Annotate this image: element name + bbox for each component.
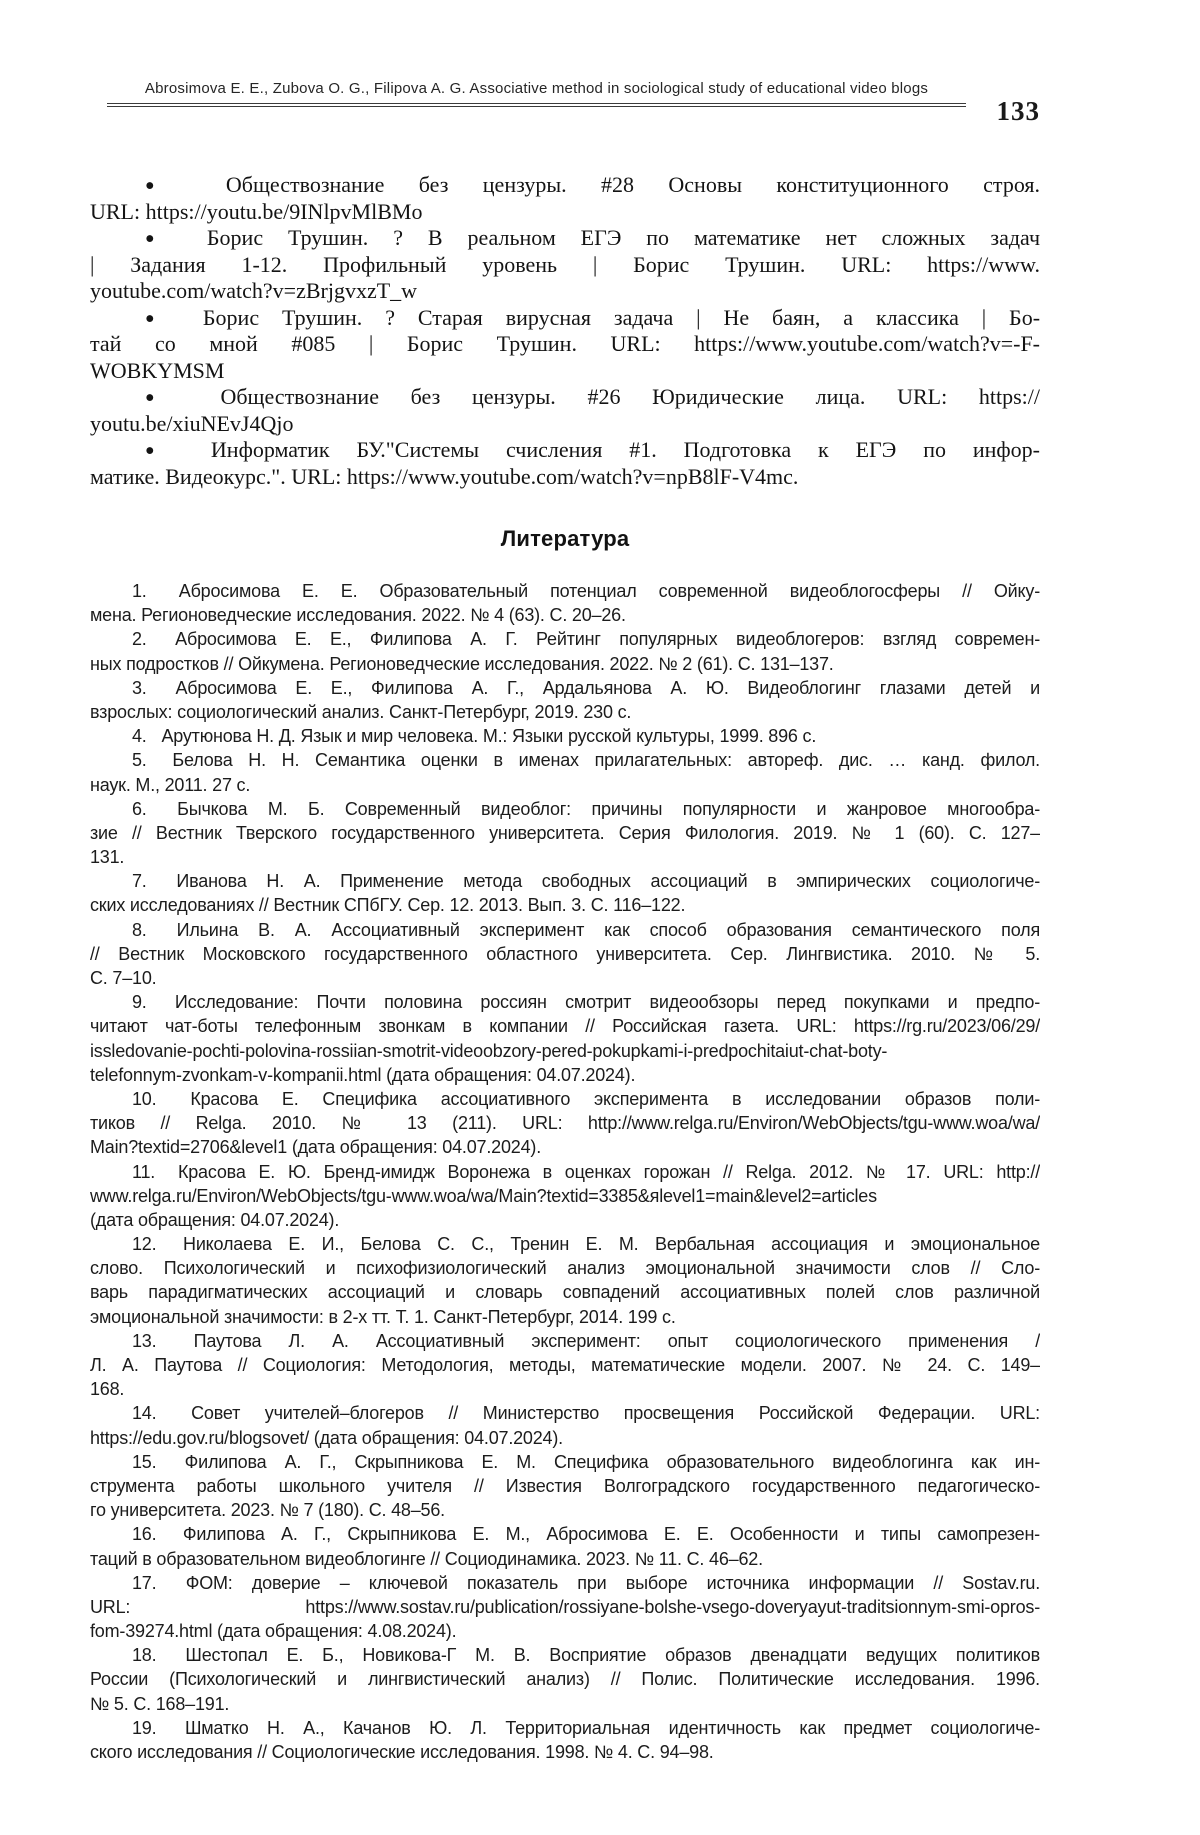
text-line: ных подростков // Ойкумена. Регионоведческие исследования. 2022. № 2 (61). С. 131–137. xyxy=(90,653,834,674)
video-item-text: Обществознание без цензуры. #28 Основы конституционного строя. xyxy=(225,172,1040,197)
text-line xyxy=(90,990,1040,1014)
reference-item xyxy=(90,869,1040,917)
text-line: мена. Регионоведческие исследования. 2022. № 4 (63). С. 20–26. xyxy=(90,605,626,626)
text-line: эмоциональной значимости: в 2-х тт. Т. 1. Санкт-Петербург, 2014. 199 с. xyxy=(90,1306,676,1327)
reference-item xyxy=(90,797,1040,870)
text-line xyxy=(90,1160,1040,1184)
reference-number: 9. xyxy=(132,992,147,1013)
text-line: telefonnym-zvonkam-v-kompanii.html (дата обращения: 04.07.2024). xyxy=(90,1064,636,1085)
reference-text: Красова Е. Специфика ассоциативного эксперимента в исследовании образов поли- xyxy=(190,1088,1040,1109)
text-line: струмента работы школьного учителя // Известия Волгоградского государственного педагогическо- xyxy=(90,1475,1040,1496)
text-line xyxy=(90,305,1040,332)
reference-number: 16. xyxy=(132,1524,157,1545)
reference-number: 19. xyxy=(132,1717,157,1738)
reference-list xyxy=(90,579,1040,1764)
text-line xyxy=(90,437,1040,464)
reference-item xyxy=(90,1522,1040,1570)
text-line: youtube.com/watch?v=zBrjgvxzT_w xyxy=(90,278,418,303)
reference-text: Абросимова Е. Е., Филипова А. Г. Рейтинг популярных видеоблогеров: взгляд современ- xyxy=(175,629,1040,650)
text-line xyxy=(90,1401,1040,1425)
text-line xyxy=(90,579,1040,603)
reference-text: Бычкова М. Б. Современный видеоблог: причины популярности и жанровое многообра- xyxy=(177,798,1040,819)
video-list-item xyxy=(90,384,1040,437)
reference-number: 5. xyxy=(132,750,147,771)
text-line: fom-39274.html (дата обращения: 4.08.2024). xyxy=(90,1621,457,1642)
text-line: Л. А. Паутова // Социология: Методология, методы, математические модели. 2007. № 24. С. 149– xyxy=(90,1355,1040,1375)
reference-text: Абросимова Е. Е., Филипова А. Г., Ардальянова А. Ю. Видеоблогинг глазами детей и xyxy=(175,677,1040,698)
text-line xyxy=(90,225,1040,252)
text-line: https://edu.gov.ru/blogsovet/ (дата обращения: 04.07.2024). xyxy=(90,1427,563,1448)
reference-text: Арутюнова Н. Д. Язык и мир человека. М.: Языки русской культуры, 1999. 896 с. xyxy=(161,726,817,747)
reference-number: 15. xyxy=(132,1451,157,1472)
reference-number: 8. xyxy=(132,919,147,940)
text-line xyxy=(90,797,1040,821)
reference-number: 18. xyxy=(132,1645,157,1666)
text-line: России (Психологический и лингвистический анализ) // Полис. Политические исследования. 1996. xyxy=(90,1669,1040,1690)
reference-text: Иванова Н. А. Применение метода свободных ассоциаций в эмпирических социологиче- xyxy=(176,871,1040,892)
video-list-item xyxy=(90,172,1040,225)
text-line xyxy=(90,384,1040,411)
reference-number: 2. xyxy=(132,629,147,650)
text-line: тай со мной #085 | Борис Трушин. URL: https://www.youtube.com/watch?v=-F- xyxy=(90,331,1040,356)
reference-number: 6. xyxy=(132,798,147,819)
text-line: | Задания 1-12. Профильный уровень | Борис Трушин. URL: https://www. xyxy=(90,251,1040,277)
reference-item xyxy=(90,1716,1040,1764)
text-line: ского исследования // Социологические исследования. 1998. № 4. С. 94–98. xyxy=(90,1742,714,1762)
text-line xyxy=(90,1643,1040,1667)
text-line: (дата обращения: 04.07.2024). xyxy=(90,1209,340,1230)
reference-item xyxy=(90,1571,1040,1644)
text-line: ских исследованиях // Вестник СПбГУ. Сер. 12. 2013. Вып. 3. С. 116–122. xyxy=(90,895,686,916)
reference-number: 12. xyxy=(132,1234,157,1255)
reference-item xyxy=(90,676,1040,724)
text-line xyxy=(90,918,1040,942)
video-item-text: Информатик БУ."Системы счисления #1. Подготовка к ЕГЭ по инфор- xyxy=(210,437,1040,462)
reference-text: Паутова Л. А. Ассоциативный эксперимент: опыт социологического применения / xyxy=(193,1330,1040,1351)
bullet-icon: ● xyxy=(145,389,181,406)
text-line: URL: https://www.sostav.ru/publication/rossiyane-bolshe-vsego-doveryayut-traditsionnym-smi-opros- xyxy=(90,1596,1040,1617)
text-line xyxy=(90,627,1040,651)
video-links-list xyxy=(90,172,1040,490)
bullet-icon: ● xyxy=(145,177,184,194)
text-line: варь парадигматических ассоциаций и словарь совпадений ассоциативных полей слов различной xyxy=(90,1282,1040,1303)
reference-number: 10. xyxy=(132,1088,157,1109)
text-line: WOBKYMSM xyxy=(90,357,225,383)
text-line: 168. xyxy=(90,1379,125,1400)
reference-text: ФОМ: доверие – ключевой показатель при выборе источника информации // Sostav.ru. xyxy=(185,1572,1040,1593)
text-line: го университета. 2023. № 7 (180). С. 48–56. xyxy=(90,1500,445,1521)
video-item-text: Борис Трушин. ? В реальном ЕГЭ по математике нет сложных задач xyxy=(206,225,1040,250)
bullet-icon: ● xyxy=(145,442,176,459)
reference-item xyxy=(90,1329,1040,1402)
video-item-text: Обществознание без цензуры. #26 Юридические лица. URL: https:// xyxy=(220,384,1040,409)
text-line: www.relga.ru/Environ/WebObjects/tgu-www.woa/wa/Main?textid=3385&яlevel1=main&level2=articles xyxy=(90,1185,877,1206)
page-number: 133 xyxy=(996,96,1040,126)
text-line xyxy=(90,1522,1040,1546)
reference-item xyxy=(90,627,1040,675)
text-line xyxy=(90,869,1040,893)
text-line: issledovanie-pochti-polovina-rossiian-smotrit-videoobzory-pered-pokupkami-i-predpochitaiut-chat-boty- xyxy=(90,1040,888,1061)
text-line: взрослых: социологический анализ. Санкт-Петербург, 2019. 230 с. xyxy=(90,701,632,722)
reference-number: 14. xyxy=(132,1403,157,1424)
text-line: № 5. С. 168–191. xyxy=(90,1693,230,1714)
text-line: слово. Психологический и психофизиологический анализ эмоциональной значимости слов // Сло- xyxy=(90,1258,1040,1279)
text-line xyxy=(90,172,1040,199)
reference-item xyxy=(90,918,1040,991)
text-line: таций в образовательном видеоблогинге // Социодинамика. 2023. № 11. С. 46–62. xyxy=(90,1548,763,1569)
reference-number: 13. xyxy=(132,1330,157,1351)
text-line xyxy=(90,1232,1040,1256)
video-list-item xyxy=(90,437,1040,490)
reference-item xyxy=(90,1401,1040,1449)
reference-number: 1. xyxy=(132,581,147,601)
reference-number: 11. xyxy=(132,1161,156,1182)
reference-number: 4. xyxy=(132,726,147,747)
reference-text: Ильина В. А. Ассоциативный эксперимент как способ образования семантического поля xyxy=(176,919,1040,940)
reference-item xyxy=(90,1087,1040,1160)
text-line: матике. Видеокурс.". URL: https://www.youtube.com/watch?v=npB8lF-V4mc. xyxy=(90,463,799,489)
text-line: тиков // Relga. 2010. № 13 (211). URL: http://www.relga.ru/Environ/WebObjects/tgu-www.woa/wa/ xyxy=(90,1113,1040,1134)
text-line: С. 7–10. xyxy=(90,968,157,988)
text-line xyxy=(90,1329,1040,1353)
text-line: наук. М., 2011. 27 с. xyxy=(90,774,251,795)
reference-text: Шестопал Е. Б., Новикова-Г М. В. Восприятие образов двенадцати ведущих политиков xyxy=(185,1645,1040,1666)
text-line: youtu.be/xiuNEvJ4Qjo xyxy=(90,410,294,436)
reference-text: Филипова А. Г., Скрыпникова Е. М. Специфика образовательного видеоблогинга как ин- xyxy=(184,1451,1040,1472)
reference-item xyxy=(90,724,1040,748)
section-heading: Литература xyxy=(500,526,630,551)
text-line xyxy=(90,724,1040,748)
reference-text: Исследование: Почти половина россиян смотрит видеообзоры перед покупками и предпо- xyxy=(174,992,1040,1013)
text-line xyxy=(90,676,1040,700)
text-line xyxy=(90,1087,1040,1111)
text-line: Main?textid=2706&level1 (дата обращения: 04.07.2024). xyxy=(90,1137,541,1158)
text-line: зие // Вестник Тверского государственного университета. Серия Филология. 2019. № 1 (60). С. 127– xyxy=(90,822,1040,843)
text-line: URL: https://youtu.be/9INlpvMlBMo xyxy=(90,198,423,224)
reference-item xyxy=(90,990,1040,1087)
text-line: // Вестник Московского государственного областного университета. Сер. Лингвистика. 2010. № 5. xyxy=(90,943,1040,964)
reference-text: Абросимова Е. Е. Образовательный потенциал современной видеоблогосферы // Ойку- xyxy=(178,581,1040,601)
reference-text: Красова Е. Ю. Бренд-имидж Воронежа в оценках горожан // Relga. 2012. № 17. URL: http:// xyxy=(177,1161,1040,1182)
running-title: Abrosimova E. E., Zubova O. G., Filipova A. G. Associative method in sociological study of educational video blogs xyxy=(107,80,966,107)
reference-item xyxy=(90,1643,1040,1716)
reference-number: 17. xyxy=(132,1572,157,1593)
reference-text: Филипова А. Г., Скрыпникова Е. М., Абросимова Е. Е. Особенности и типы самопрезен- xyxy=(182,1524,1040,1545)
reference-item xyxy=(90,579,1040,627)
text-line: 131. xyxy=(90,847,125,868)
bullet-icon: ● xyxy=(145,309,172,327)
text-line xyxy=(90,1716,1040,1740)
video-list-item xyxy=(90,225,1040,305)
reference-text: Белова Н. Н. Семантика оценки в именах прилагательных: автореф. дис. … канд. филол. xyxy=(172,750,1040,771)
reference-text: Николаева Е. И., Белова С. С., Тренин Е. М. Вербальная ассоциация и эмоциональное xyxy=(183,1234,1040,1255)
reference-text: Шматко Н. А., Качанов Ю. Л. Территориальная идентичность как предмет социологиче- xyxy=(184,1717,1040,1738)
video-item-text: Борис Трушин. ? Старая вирусная задача | Не баян, а классика | Бо- xyxy=(202,304,1040,330)
text-line: читают чат-боты телефонным звонкам в компании // Российская газета. URL: https://rg.ru/2023/06/29/ xyxy=(90,1016,1040,1037)
reference-text: Совет учителей–блогеров // Министерство просвещения Российской Федерации. URL: xyxy=(191,1403,1040,1424)
video-list-item xyxy=(90,305,1040,385)
bullet-icon: ● xyxy=(145,230,174,247)
reference-item xyxy=(90,1450,1040,1523)
reference-item xyxy=(90,1160,1040,1233)
reference-item xyxy=(90,1232,1040,1329)
reference-item xyxy=(90,748,1040,796)
reference-number: 7. xyxy=(132,871,147,892)
text-line xyxy=(90,1571,1040,1595)
reference-number: 3. xyxy=(132,677,147,698)
text-line xyxy=(90,1450,1040,1474)
text-line xyxy=(90,748,1040,772)
